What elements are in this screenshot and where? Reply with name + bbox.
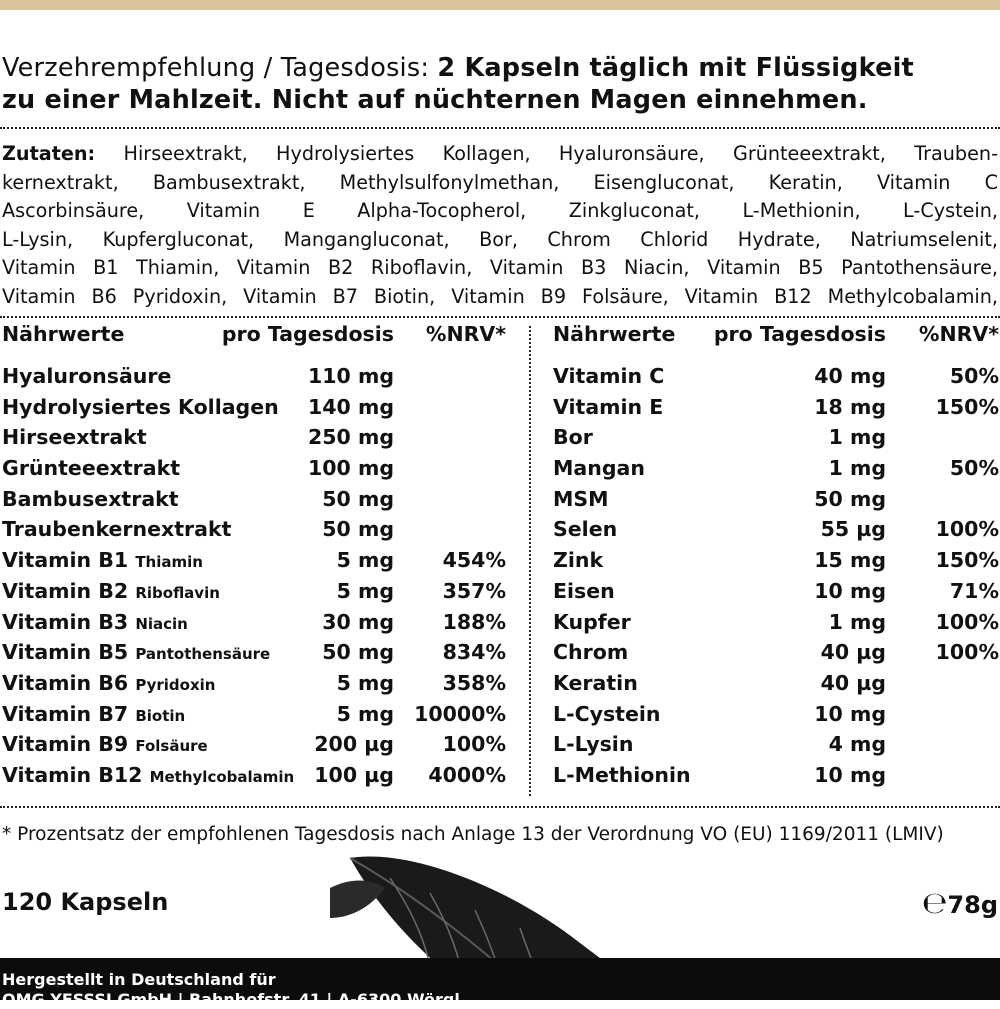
nutrient-label: Vitamin B5 xyxy=(2,640,129,665)
intake-dose: 2 Kapseln täglich mit Flüssigkeit xyxy=(437,53,914,83)
nrv-footnote: * Prozentsatz der empfohlenen Tagesdosis nach Anlage 13 der Verordnung VO (EU) 1169/2011 (LMIV) xyxy=(2,824,944,845)
table-row xyxy=(2,364,512,395)
nutrient-nrv: 454% xyxy=(442,548,506,573)
nutrient-name xyxy=(2,702,185,726)
nutrient-amount: 55 µg xyxy=(820,517,886,542)
capsule-quantity: 120 Kapseln xyxy=(2,888,169,916)
nutrient-subname: Niacin xyxy=(135,614,188,633)
header-nrv: %NRV* xyxy=(425,322,506,346)
table-row xyxy=(2,763,512,794)
nutrient-label: Bambusextrakt xyxy=(2,486,179,511)
table-row xyxy=(2,702,512,733)
table-row xyxy=(553,732,999,763)
nutrient-amount: 50 mg xyxy=(814,486,886,511)
nutrient-amount: 40 µg xyxy=(820,640,886,665)
nutrient-subname: Methylcobalamin xyxy=(149,767,295,786)
net-weight xyxy=(922,886,998,921)
table-row xyxy=(553,640,999,671)
nutrient-name: Chrom xyxy=(553,640,629,665)
nutrient-name xyxy=(2,487,179,511)
nutrient-label: Hirseextrakt xyxy=(2,425,147,450)
nutrient-amount: 4 mg xyxy=(828,732,886,757)
nutrient-nrv: 50% xyxy=(949,456,999,481)
divider-table-bottom xyxy=(0,806,1000,808)
nutrient-name xyxy=(2,395,279,419)
ingredients-line: Zutaten: Hirseextrakt, Hydrolysiertes Kollagen, Hyaluronsäure, Grünteeextrakt, Trauben- xyxy=(2,142,998,165)
nutrient-amount: 200 µg xyxy=(314,732,394,757)
nutrient-nrv: 71% xyxy=(949,578,999,603)
nutrition-table-left xyxy=(2,322,512,794)
nutrient-subname: Biotin xyxy=(135,706,186,725)
nutrient-name xyxy=(2,763,294,787)
nutrient-name: L-Cystein xyxy=(553,701,661,726)
top-accent-bar xyxy=(0,0,1000,10)
manufacturer-line-1: Hergestellt in Deutschland für xyxy=(2,970,276,989)
nutrient-subname: Thiamin xyxy=(135,553,203,572)
nutrient-label: Vitamin B2 xyxy=(2,578,129,603)
nutrient-nrv: 50% xyxy=(949,364,999,388)
nutrient-name: Vitamin E xyxy=(553,394,664,419)
nutrient-name: Keratin xyxy=(553,670,638,695)
intake-label: Verzehrempfehlung / Tagesdosis: xyxy=(2,53,438,83)
table-column-divider xyxy=(529,326,531,796)
intake-instruction: zu einer Mahlzeit. Nicht auf nüchternen Magen einnehmen. xyxy=(2,85,868,115)
ingredients-line: Vitamin B6 Pyridoxin, Vitamin B7 Biotin, Vitamin B9 Folsäure, Vitamin B12 Methylcobalamin, xyxy=(2,284,998,308)
nutrient-name: MSM xyxy=(553,486,609,511)
nutrient-subname: Folsäure xyxy=(135,737,208,756)
nutrient-label: Hyaluronsäure xyxy=(2,364,172,388)
header-per-dose: pro Tagesdosis xyxy=(713,322,886,346)
table-header xyxy=(553,322,999,356)
nutrient-nrv: 188% xyxy=(442,609,506,634)
nutrient-amount: 1 mg xyxy=(828,456,886,481)
nutrient-amount: 5 mg xyxy=(336,701,394,726)
nutrient-label: Vitamin B1 xyxy=(2,548,129,573)
nutrient-name xyxy=(2,517,231,541)
table-row xyxy=(553,456,999,487)
nutrient-name: Zink xyxy=(553,548,604,573)
nutrient-amount: 10 mg xyxy=(814,578,886,603)
nutrient-nrv: 834% xyxy=(442,640,506,665)
nutrient-name xyxy=(2,640,270,664)
nutrient-amount: 15 mg xyxy=(814,548,886,573)
table-row xyxy=(2,732,512,763)
nutrient-amount: 18 mg xyxy=(814,394,886,419)
nutrient-amount: 50 mg xyxy=(322,517,394,542)
nutrient-nrv: 358% xyxy=(442,670,506,695)
nutrient-nrv: 150% xyxy=(935,548,999,573)
table-row xyxy=(2,517,512,548)
nutrient-name xyxy=(2,579,220,603)
ingredients-line: Vitamin B1 Thiamin, Vitamin B2 Riboflavin, Vitamin B3 Niacin, Vitamin B5 Pantothensäure, xyxy=(2,256,998,280)
table-row xyxy=(553,671,999,702)
nutrient-amount: 40 µg xyxy=(820,670,886,695)
nutrient-label: Vitamin B6 xyxy=(2,670,129,695)
manufacturer-line-2: OMG YESSSI GmbH | Bahnhofstr. 41 | A-6300 Wörgl xyxy=(2,990,460,1009)
nutrient-name xyxy=(2,732,208,756)
nutrient-amount: 30 mg xyxy=(322,609,394,634)
header-per-dose: pro Tagesdosis xyxy=(221,322,394,346)
ingredients-label: Zutaten: xyxy=(2,142,96,165)
nutrient-amount: 100 µg xyxy=(314,762,394,787)
table-row xyxy=(2,579,512,610)
nutrient-nrv: 357% xyxy=(442,578,506,603)
nutrient-amount: 5 mg xyxy=(336,548,394,573)
nutrient-amount: 10 mg xyxy=(814,762,886,787)
divider-ingredients xyxy=(0,316,1000,318)
header-nutrients: Nährwerte xyxy=(553,322,676,346)
header-nrv: %NRV* xyxy=(918,322,999,346)
nutrient-amount: 140 mg xyxy=(308,394,394,419)
nutrient-name xyxy=(2,364,171,388)
nutrient-amount: 40 mg xyxy=(814,364,886,388)
table-row xyxy=(2,395,512,426)
nutrition-table-right xyxy=(553,322,999,794)
table-row xyxy=(553,395,999,426)
nutrient-amount: 10 mg xyxy=(814,701,886,726)
nutrient-nrv: 100% xyxy=(442,732,506,757)
table-header xyxy=(2,322,512,356)
nutrient-name: Selen xyxy=(553,517,618,542)
divider-top xyxy=(0,127,1000,129)
net-weight-value: 78g xyxy=(947,891,998,919)
table-row xyxy=(553,579,999,610)
table-row xyxy=(2,456,512,487)
table-row xyxy=(2,640,512,671)
nutrient-label: Vitamin B9 xyxy=(2,732,129,757)
table-row xyxy=(553,364,999,395)
nutrient-nrv: 100% xyxy=(935,609,999,634)
nutrient-name: L-Lysin xyxy=(553,732,634,757)
nutrient-nrv: 100% xyxy=(935,517,999,542)
nutrient-name: Eisen xyxy=(553,578,615,603)
table-row xyxy=(553,548,999,579)
ingredients-line: kernextrakt, Bambusextrakt, Methylsulfonylmethan, Eisengluconat, Keratin, Vitamin C xyxy=(2,170,998,194)
nutrient-name: L-Methionin xyxy=(553,762,691,787)
nutrient-name xyxy=(2,425,147,449)
nutrient-nrv: 150% xyxy=(935,394,999,419)
nutrient-subname: Pantothensäure xyxy=(135,645,271,664)
nutrient-amount: 250 mg xyxy=(308,425,394,450)
table-row xyxy=(2,610,512,641)
table-row xyxy=(553,517,999,548)
nutrient-amount: 50 mg xyxy=(322,640,394,665)
nutrient-label: Grünteeextrakt xyxy=(2,456,181,481)
nutrient-label: Vitamin B3 xyxy=(2,609,129,634)
table-row xyxy=(2,425,512,456)
table-row xyxy=(553,702,999,733)
table-row xyxy=(553,610,999,641)
table-row xyxy=(553,487,999,518)
table-row xyxy=(2,487,512,518)
nutrient-label: Vitamin B12 xyxy=(2,762,143,787)
ingredients-line: L-Lysin, Kupfergluconat, Mangangluconat, Bor, Chrom Chlorid Hydrate, Natriumselenit, xyxy=(2,227,998,251)
nutrient-nrv: 100% xyxy=(935,640,999,665)
nutrient-label: Vitamin B7 xyxy=(2,701,129,726)
intake-recommendation xyxy=(2,52,998,116)
header-nutrients: Nährwerte xyxy=(2,322,125,346)
nutrient-name xyxy=(2,671,215,695)
nutrient-nrv: 10000% xyxy=(414,701,506,726)
nutrient-name: Mangan xyxy=(553,456,645,481)
table-row xyxy=(553,763,999,794)
ingredients-line: Ascorbinsäure, Vitamin E Alpha-Tocopherol, Zinkgluconat, L-Methionin, L-Cystein, xyxy=(2,199,998,223)
table-row xyxy=(553,425,999,456)
nutrient-name xyxy=(2,456,180,480)
ingredients-list xyxy=(2,140,998,312)
nutrient-amount: 110 mg xyxy=(308,364,394,388)
nutrient-amount: 5 mg xyxy=(336,578,394,603)
nutrient-name: Bor xyxy=(553,425,593,450)
nutrient-label: Hydrolysiertes Kollagen xyxy=(2,394,279,419)
nutrient-name: Vitamin C xyxy=(553,364,665,388)
table-row xyxy=(2,671,512,702)
nutrient-amount: 100 mg xyxy=(308,456,394,481)
estimated-sign-icon: ℮ xyxy=(921,886,948,921)
nutrient-amount: 50 mg xyxy=(322,486,394,511)
nutrient-amount: 5 mg xyxy=(336,670,394,695)
nutrient-label: Traubenkernextrakt xyxy=(2,517,232,542)
nutrient-name xyxy=(2,610,188,634)
table-row xyxy=(2,548,512,579)
nutrient-nrv: 4000% xyxy=(428,762,506,787)
nutrient-amount: 1 mg xyxy=(828,425,886,450)
nutrient-name: Kupfer xyxy=(553,609,631,634)
nutrient-subname: Pyridoxin xyxy=(135,675,216,694)
nutrient-name xyxy=(2,548,203,572)
nutrient-subname: Riboflavin xyxy=(135,583,220,602)
nutrient-amount: 1 mg xyxy=(828,609,886,634)
